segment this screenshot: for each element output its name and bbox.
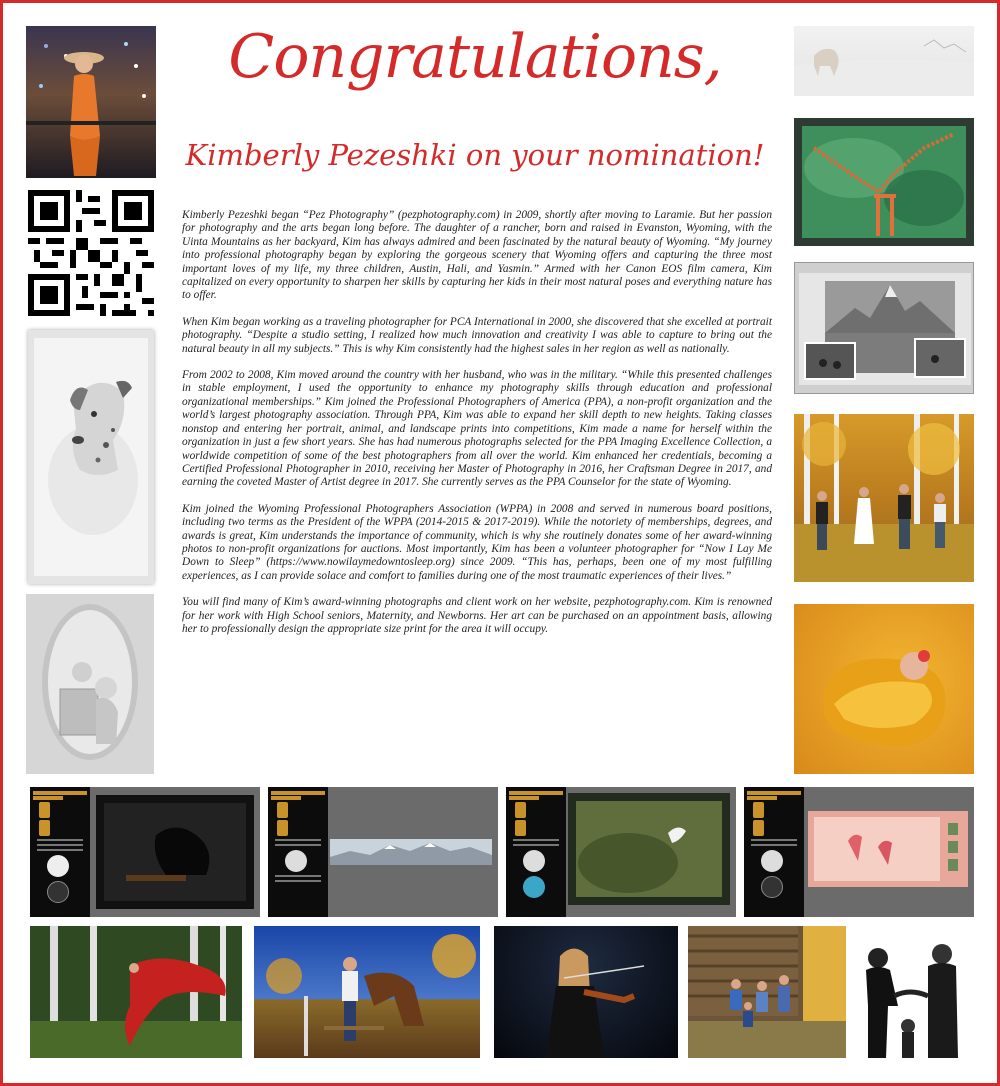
award-panel [30, 787, 90, 917]
award-print-raven [30, 787, 260, 917]
red-dress-forest-photo [30, 926, 242, 1058]
award-print-flamingo [744, 787, 974, 917]
award-panel [506, 787, 566, 917]
article-paragraph-1: Kimberly Pezeshki began “Pez Photography” (pezphotography.com) in 2009, shortly after moving to Laramie. But her passion for photography and the arts began long before. The daughter of a rancher, born and raised in Evanston, Wyoming, with the Uinta Mountains as her backyard, Kim has always admired and been fascinated by the natural beauty of Wyoming. “My journey into professional photography began by exploring the gorgeous scenery that Wyoming offers and capturing the three most important loves of my life, my three children, Austin, Hali, and Yasmin.” Armed with her Canon EOS film camera, Kim capitalized on every opportunity to sharpen her skills by capturing her kids in their most natural poses and everything nature has to offer. [182, 209, 772, 302]
cowboy-horse-photo [254, 926, 480, 1058]
qr-code-icon[interactable] [28, 190, 154, 316]
aerial-green-photo [794, 118, 974, 246]
cabin-family-photo [688, 926, 846, 1058]
bison-snow-photo [794, 26, 974, 96]
article-paragraph-3: From 2002 to 2008, Kim moved around the country with her husband, who was in the military. “While this presented challenges in stable employment, I used the opportunity to enhance my photography skills through education and professional organizational memberships.” Kim joined the Professional Photographers of America (PPA), a non-profit organization and the world’s largest photography association. Through PPA, Kim was able to expand her skill depth to new heights. Taking classes nonstop and entering her portrait, animal, and landscape prints into competitions, Kim made a name for herself within the organization in just a few short years. She has had numerous photographs selected for the PPA Imaging Excellence Collection, a worldwide competition of some of the best photographers from all over the world. Kim enhanced her credentials, becoming a Certified Professional Photographer in 2010, receiving her Master of Photography in 2016, her Craftsman Degree in 2017, and earning the coveted Master of Artist degree in 2017. She currently serves as the PPA Counselor for the state of Wyoming. [182, 369, 772, 489]
portrait-photo [26, 26, 156, 178]
teton-mountains-collage [794, 262, 974, 394]
award-print-egret [506, 787, 736, 917]
family-silhouette-bw-photo [850, 926, 972, 1058]
nomination-article [182, 209, 772, 649]
award-panel [744, 787, 804, 917]
article-paragraph-4: Kim joined the Wyoming Professional Photographers Association (WPPA) in 2008 and served in numerous board positions, including two terms as the President of the WPPA (2014-2015 & 2017-2019). While the notoriety of memberships, degrees, and awards is great, Kim understands the importance of community, which is why she routinely donates some of her award-winning photos to non-profit organizations for auctions. Most importantly, Kim has been a volunteer photographer for “Now I Lay Me Down to Sleep” (https://www.nowilaymedowntosleep.org) since 2009. “This has, perhaps, been one of my most fulfilling experiences, as I can provide solace and comfort to families during one of the most traumatic experiences of their lives.” [182, 502, 772, 582]
newborn-yellow-wrap-photo [794, 604, 974, 774]
award-panel [268, 787, 328, 917]
article-paragraph-5: You will find many of Kim’s award-winning photographs and client work on her website, pezphotography.com. Kim is renowned for her work with High School seniors, Maternity, and Newborns. Her art can be purchased on an appointment basis, allowing her to professionally design the appropriate size print for the area it will occupy. [182, 596, 772, 635]
page-subtitle: Kimberly Pezeshki on your nomination! [185, 138, 765, 172]
article-paragraph-2: When Kim began working as a traveling photographer for PCA International in 2000, she discovered that she excelled at portrait photography. “Despite a studio setting, I realized how much innovation and creativity I was able to capture to bring out the natural beauty in all my subjects.” This is why Kim consistently had the highest sales in her region as well as nationally. [182, 315, 772, 355]
violinist-photo [494, 926, 678, 1058]
family-aspen-photo [794, 414, 974, 582]
great-dane-portrait [28, 330, 154, 584]
award-print-mountain-panorama [268, 787, 498, 917]
children-vignette-photo [26, 594, 154, 774]
page-title: Congratulations, [228, 22, 722, 92]
